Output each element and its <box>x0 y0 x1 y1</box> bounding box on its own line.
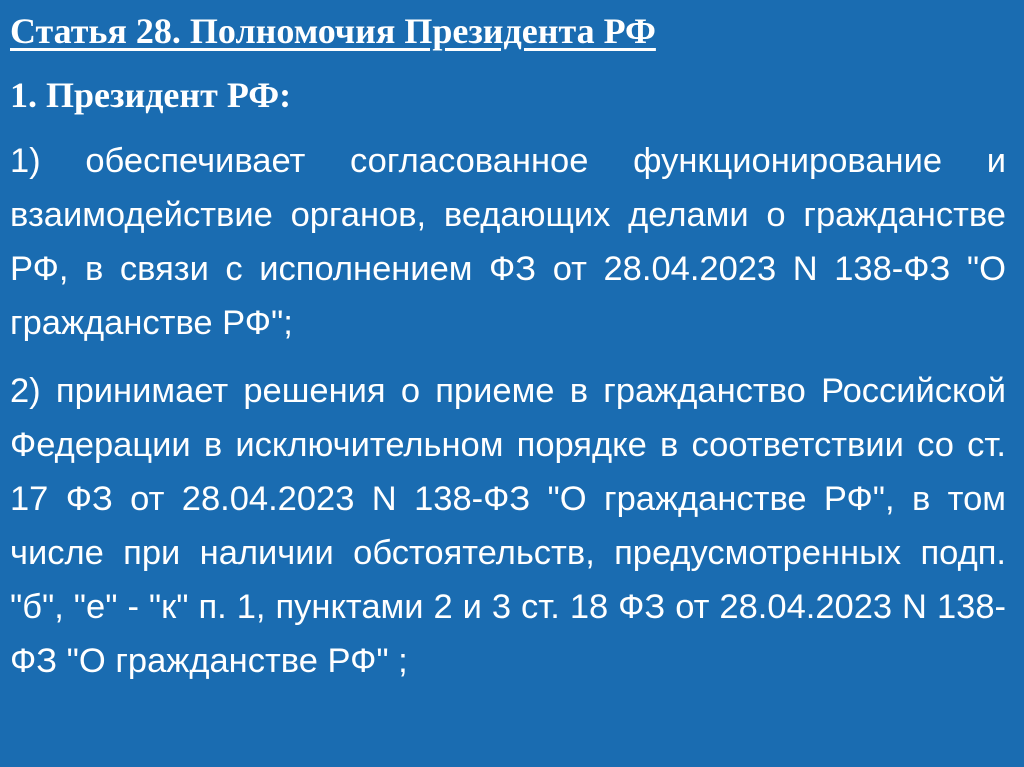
section-heading: 1. Президент РФ: <box>10 75 292 115</box>
paragraph-item-1: 1) обеспечивает согласованное функционирование и взаимодействие органов, ведающих делами о гражданстве РФ, в связи с исполнением ФЗ от 28.04.2023 N 138-ФЗ "О гражданстве РФ"; <box>10 142 1006 342</box>
paragraph-item-2: 2) принимает решения о приеме в гражданство Российской Федерации в исключительном порядке в соответствии со ст. 17 ФЗ от 28.04.2023 N 138-ФЗ "О гражданстве РФ", в том числе при наличии обстоятельств, предусмотренных подп. "б", "е" - "к" п. 1, пунктами 2 и 3 ст. 18 ФЗ от 28.04.2023 N 138-ФЗ "О гражданстве РФ" ; <box>10 372 1006 680</box>
article-title: Статья 28. Полномочия Президента РФ <box>10 11 656 51</box>
